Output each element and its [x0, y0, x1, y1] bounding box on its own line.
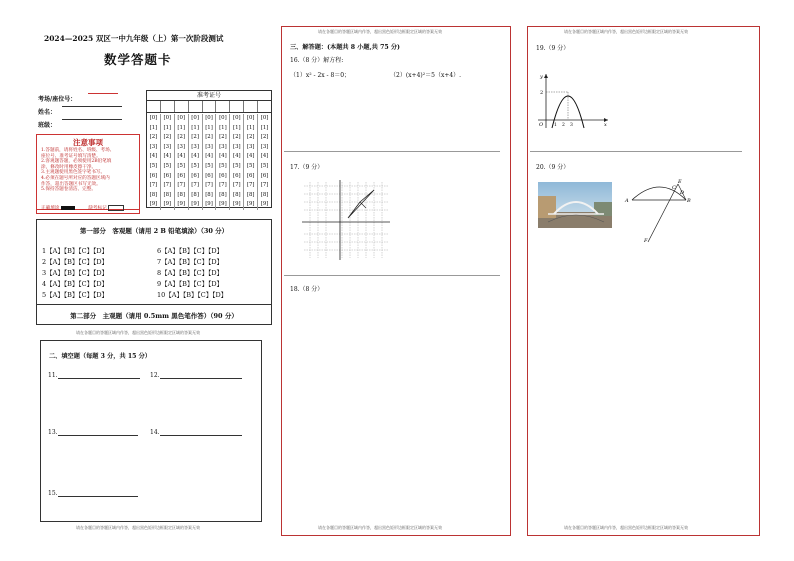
notes-title: 注意事项: [73, 138, 103, 147]
part1-title: 第一部分 客观题（请用 2 B 铅笔填涂）（30 分）: [79, 227, 229, 235]
fill-q15-answer[interactable]: [58, 496, 138, 497]
ticket-digit-bubble[interactable]: [9]: [175, 200, 189, 210]
graph19-tick-x3: 3: [570, 123, 573, 128]
ticket-digit-bubble[interactable]: [6]: [161, 172, 175, 182]
ticket-digit-bubble[interactable]: [6]: [175, 172, 189, 182]
notes-line: 涂，修改时用橡皮擦干净。: [41, 164, 97, 170]
ticket-digit-bubble[interactable]: [7]: [175, 181, 189, 191]
ticket-digit-bubble[interactable]: [7]: [216, 181, 230, 191]
ticket-digit-bubble[interactable]: [9]: [216, 200, 230, 210]
ticket-digit-bubble[interactable]: [4]: [189, 152, 203, 162]
notes-line: 2.客观题答题，必须使用2B铅笔填: [41, 159, 112, 165]
q17-coordinate-grid: [300, 178, 392, 262]
graph19-y-label: y: [540, 74, 543, 80]
fill-q11-answer[interactable]: [58, 378, 140, 379]
ticket-digit-bubble[interactable]: [5]: [147, 162, 161, 172]
ticket-digit-bubble[interactable]: [8]: [161, 191, 175, 201]
ticket-digit-bubble[interactable]: [4]: [244, 152, 258, 162]
notes-line: 1.答题前，请将姓名、班级、考场、: [41, 148, 115, 153]
answer-area-notice: 请在各题目的答题区域内作答，超出黑色矩形边框限定区域的答案无效: [76, 525, 200, 530]
ticket-digit-row: [147, 162, 271, 172]
ticket-digit-bubble[interactable]: [4]: [175, 152, 189, 162]
choice-question-9[interactable]: 9【A】【B】【C】【D】: [157, 280, 224, 288]
ticket-digit-bubble[interactable]: [5]: [260, 162, 269, 169]
q19-label: 19.（9 分）: [536, 45, 570, 52]
ticket-digit-bubble[interactable]: [7]: [260, 182, 269, 189]
ticket-digit-bubble[interactable]: [2]: [260, 134, 269, 141]
ticket-digit-bubble[interactable]: [3]: [260, 143, 269, 150]
q16-part2: （2）(x+4)²＝5（x+4）.: [390, 72, 462, 79]
choice-question-1[interactable]: 1【A】【B】【C】【D】: [42, 247, 109, 255]
graph19-tick-x2: 2: [562, 123, 565, 128]
ticket-digit-bubble[interactable]: [7]: [244, 181, 258, 191]
part2-box: [36, 305, 272, 325]
ticket-digit-bubble[interactable]: [8]: [175, 191, 189, 201]
ticket-digit-bubble[interactable]: [9]: [189, 200, 203, 210]
q20-arc-figure: [624, 178, 694, 244]
exam-title: 2024—2025 双区一中九年级（上）第一次阶段测试: [44, 34, 224, 43]
fill-q13-label: 13.: [48, 429, 58, 436]
answer-area-notice: 请在各题目的答题区域内作答，超出黑色矩形边框限定区域的答案无效: [318, 29, 442, 34]
ticket-digit-bubble[interactable]: [1]: [244, 124, 258, 134]
ticket-digit-bubble[interactable]: [6]: [189, 172, 203, 182]
ticket-digit-bubble[interactable]: [3]: [189, 143, 203, 153]
notes-line: 作答，超出答题区书写无效。: [41, 181, 101, 187]
graph19-x-label: x: [604, 122, 607, 128]
ticket-digit-bubble[interactable]: [7]: [230, 181, 244, 191]
ticket-digit-bubble[interactable]: [0]: [230, 114, 244, 124]
ticket-digit-bubble[interactable]: [7]: [147, 181, 161, 191]
divider: [284, 151, 500, 152]
ticket-digit-bubble[interactable]: [1]: [230, 124, 244, 134]
fill-in-title: 二、填空题（每题 3 分，共 15 分）: [49, 353, 151, 360]
name-field[interactable]: [62, 106, 122, 107]
fill-legend: [36, 204, 140, 214]
choice-question-7[interactable]: 7【A】【B】【C】【D】: [157, 258, 224, 266]
ticket-digit-bubble[interactable]: [6]: [203, 172, 217, 182]
graph19-tick-y: 2: [540, 90, 544, 96]
ticket-digit-bubble[interactable]: [5]: [189, 162, 203, 172]
ticket-digit-row: [147, 133, 271, 143]
ticket-digit-bubble[interactable]: [9]: [244, 200, 258, 210]
ticket-digit-row: [147, 114, 271, 124]
bridge-photo: [538, 182, 612, 228]
ticket-digit-bubble[interactable]: [1]: [216, 124, 230, 134]
ticket-digit-bubble[interactable]: [9]: [161, 200, 175, 210]
ticket-digit-bubble[interactable]: [6]: [230, 172, 244, 182]
ticket-digit-row: [147, 124, 271, 134]
graph19-tick-x1: 1: [554, 123, 557, 128]
answer-area-notice: 请在各题目的答题区域内作答，超出黑色矩形边框限定区域的答案无效: [564, 525, 688, 530]
ticket-digit-bubble[interactable]: [3]: [175, 143, 189, 153]
ticket-digit-bubble[interactable]: [4]: [230, 152, 244, 162]
card-title: 数学答题卡: [104, 52, 172, 67]
fill-q14-answer[interactable]: [160, 435, 242, 436]
ticket-digit-bubble[interactable]: [3]: [230, 143, 244, 153]
ticket-digit-bubble[interactable]: [9]: [203, 200, 217, 210]
ticket-digit-row: [147, 200, 271, 210]
choice-question-6[interactable]: 6【A】【B】【C】【D】: [157, 247, 224, 255]
ticket-digit-row: [147, 143, 271, 153]
ticket-digit-grid: [147, 113, 271, 210]
ticket-digit-bubble[interactable]: [1]: [175, 124, 189, 134]
answer-area-notice: 请在各题目的答题区域内作答，超出黑色矩形边框限定区域的答案无效: [76, 330, 200, 335]
q20-label: 20.（9 分）: [536, 164, 570, 171]
ticket-digit-bubble[interactable]: [4]: [161, 152, 175, 162]
fig20-point-f: F: [644, 238, 648, 244]
ticket-digit-bubble[interactable]: [8]: [147, 191, 161, 201]
fill-q15-label: 15.: [48, 490, 58, 497]
correct-fill-label: 正确填涂: [41, 206, 60, 211]
choice-question-5[interactable]: 5【A】【B】【C】【D】: [42, 291, 109, 299]
ticket-digit-bubble[interactable]: [0]: [203, 114, 217, 124]
divider: [284, 275, 500, 276]
fill-q13-answer[interactable]: [58, 435, 138, 436]
q17-label: 17.（9 分）: [290, 164, 324, 171]
choice-question-8[interactable]: 8【A】【B】【C】【D】: [157, 269, 224, 277]
ticket-digit-bubble[interactable]: [6]: [244, 172, 258, 182]
missing-mark-box[interactable]: [108, 205, 124, 211]
fill-q12-answer[interactable]: [160, 378, 242, 379]
choice-question-2[interactable]: 2【A】【B】【C】【D】: [42, 258, 109, 266]
ticket-digit-bubble[interactable]: [3]: [216, 143, 230, 153]
ticket-digit-bubble[interactable]: [7]: [189, 181, 203, 191]
fig20-point-c: C: [672, 185, 676, 191]
answer-area-notice: 请在各题目的答题区域内作答，超出黑色矩形边框限定区域的答案无效: [318, 525, 442, 530]
ticket-box: [146, 90, 272, 208]
ticket-digit-bubble[interactable]: [3]: [244, 143, 258, 153]
ticket-digit-row: [147, 191, 271, 201]
ticket-digit-bubble[interactable]: [3]: [147, 143, 161, 153]
ticket-digit-bubble[interactable]: [8]: [203, 191, 217, 201]
ticket-digit-bubble[interactable]: [3]: [161, 143, 175, 153]
ticket-digit-bubble[interactable]: [2]: [161, 133, 175, 143]
name-label: 姓名：: [38, 109, 57, 116]
ticket-digit-bubble[interactable]: [2]: [175, 133, 189, 143]
ticket-digit-bubble[interactable]: [0]: [216, 114, 230, 124]
ticket-digit-bubble[interactable]: [7]: [161, 181, 175, 191]
ticket-digit-bubble[interactable]: [9]: [147, 200, 161, 210]
ticket-digit-bubble[interactable]: [6]: [216, 172, 230, 182]
fill-q14-label: 14.: [150, 429, 160, 436]
ticket-digit-bubble[interactable]: [5]: [203, 162, 217, 172]
ticket-digit-bubble[interactable]: [5]: [230, 162, 244, 172]
notes-box: [36, 134, 140, 210]
correct-fill-sample: [61, 206, 75, 210]
ticket-digit-bubble[interactable]: [3]: [203, 143, 217, 153]
ticket-digit-bubble[interactable]: [0]: [260, 115, 269, 121]
part2-title: 第二部分 主观题（请用 0.5mm 黑色笔作答）（90 分）: [70, 312, 238, 320]
ticket-digit-bubble[interactable]: [8]: [189, 191, 203, 201]
ticket-digit-bubble[interactable]: [7]: [203, 181, 217, 191]
fig20-point-d: D: [680, 190, 685, 196]
ticket-digit-row: [147, 172, 271, 182]
ticket-digit-bubble[interactable]: [2]: [230, 133, 244, 143]
ticket-digit-bubble[interactable]: [2]: [147, 133, 161, 143]
fig20-point-a: A: [625, 198, 629, 204]
ticket-digit-bubble[interactable]: [1]: [147, 124, 161, 134]
notes-line: 4.必须在题号所对应的答题区域内: [41, 175, 110, 181]
choice-question-3[interactable]: 3【A】【B】【C】【D】: [42, 269, 109, 277]
q16-label: 16.（8 分）解方程:: [290, 57, 344, 64]
ticket-digit-bubble[interactable]: [5]: [161, 162, 175, 172]
ticket-digit-bubble[interactable]: [0]: [244, 114, 258, 124]
ticket-digit-bubble[interactable]: [8]: [244, 191, 258, 201]
ticket-digit-bubble[interactable]: [1]: [161, 124, 175, 134]
ticket-digit-bubble[interactable]: [1]: [189, 124, 203, 134]
ticket-digit-bubble[interactable]: [1]: [260, 124, 269, 131]
fig20-point-b: B: [687, 198, 691, 204]
notes-line: 座位号、准考证号填写清楚。: [41, 153, 101, 159]
answer-area-notice: 请在各题目的答题区域内作答，超出黑色矩形边框限定区域的答案无效: [564, 29, 688, 34]
class-label: 班级：: [38, 122, 57, 129]
solve-title: 三、解答题：(本题共 8 小题,共 75 分): [290, 44, 400, 51]
ticket-digit-row: [147, 181, 271, 191]
middle-column: [281, 26, 511, 536]
divider: [530, 151, 742, 152]
q18-label: 18.（8 分）: [290, 286, 324, 293]
ticket-digit-bubble[interactable]: [5]: [244, 162, 258, 172]
ticket-digit-bubble[interactable]: [8]: [216, 191, 230, 201]
class-field[interactable]: [62, 119, 122, 120]
missing-mark-label: 缺考标记: [88, 206, 107, 211]
room-label: 考场/座位号：: [38, 96, 77, 103]
ticket-digit-bubble[interactable]: [9]: [230, 200, 244, 210]
ticket-title: 准考证号: [147, 91, 271, 101]
notes-line: 3.主观题使用黑色签字笔书写。: [41, 170, 106, 176]
ticket-digit-bubble[interactable]: [5]: [216, 162, 230, 172]
ticket-digit-bubble[interactable]: [2]: [189, 133, 203, 143]
ticket-digit-bubble[interactable]: [5]: [175, 162, 189, 172]
ticket-digit-bubble[interactable]: [6]: [147, 172, 161, 182]
ticket-digit-bubble[interactable]: [0]: [175, 114, 189, 124]
ticket-digit-bubble[interactable]: [8]: [260, 191, 269, 198]
room-field[interactable]: [88, 93, 118, 94]
choice-question-10[interactable]: 10【A】【B】【C】【D】: [157, 291, 228, 299]
ticket-digit-bubble[interactable]: [2]: [216, 133, 230, 143]
ticket-digit-bubble[interactable]: [0]: [161, 114, 175, 124]
q16-part1: （1）x² - 2x - 8＝0；: [290, 72, 351, 79]
choice-question-4[interactable]: 4【A】【B】【C】【D】: [42, 280, 109, 288]
graph19-origin: O: [539, 122, 544, 128]
notes-line: 5.保持答题卷清洁、完整。: [41, 187, 96, 193]
ticket-digit-bubble[interactable]: [4]: [260, 153, 269, 160]
ticket-digit-bubble[interactable]: [4]: [216, 152, 230, 162]
ticket-digit-bubble[interactable]: [6]: [260, 172, 269, 179]
ticket-digit-bubble[interactable]: [0]: [147, 114, 161, 124]
ticket-digit-bubble[interactable]: [0]: [189, 114, 203, 124]
ticket-digit-bubble[interactable]: [2]: [244, 133, 258, 143]
ticket-digit-bubble[interactable]: [8]: [230, 191, 244, 201]
fig20-point-e: E: [678, 179, 682, 185]
ticket-digit-bubble[interactable]: [9]: [260, 201, 269, 208]
ticket-digit-bubble[interactable]: [4]: [147, 152, 161, 162]
ticket-digit-row: [147, 152, 271, 162]
fill-q12-label: 12.: [150, 372, 160, 379]
q19-parabola-graph: [534, 70, 610, 130]
ticket-digit-bubble[interactable]: [2]: [203, 133, 217, 143]
ticket-digit-bubble[interactable]: [4]: [203, 152, 217, 162]
fill-q11-label: 11.: [48, 372, 58, 379]
ticket-digit-bubble[interactable]: [1]: [203, 124, 217, 134]
